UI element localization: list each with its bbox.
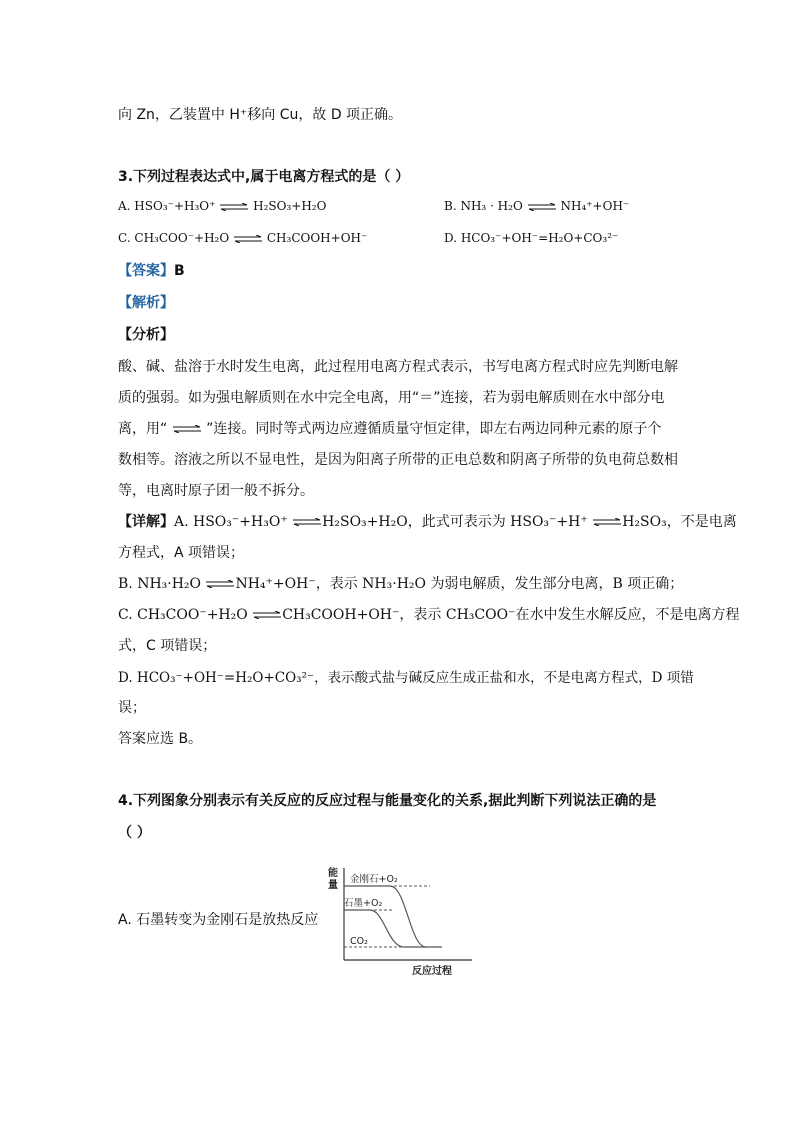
level-mid-label: 石墨+O₂ <box>344 898 383 909</box>
detail-c-part: C. CH₃COO⁻+H₂O <box>118 607 248 623</box>
option-b-left: B. NH₃ · H₂O <box>444 199 523 213</box>
detail-c-part: CH₃COOH+OH⁻，表示 CH₃COO⁻在水中发生水解反应，不是电离方程 <box>282 607 740 623</box>
option-a <box>118 199 326 213</box>
option-c-left: C. CH₃COO⁻+H₂O <box>118 231 230 245</box>
option-a-left: A. HSO₃⁻+H₃O⁺ <box>118 199 216 213</box>
detail-tag: 【详解】 <box>118 514 174 530</box>
equilibrium-arrow-icon <box>292 518 322 526</box>
equilibrium-arrow-icon <box>233 235 263 243</box>
detail-a-part: H₂SO₃+H₂O，此式可表示为 HSO₃⁻+H⁺ <box>322 514 588 530</box>
fenxi-line-part: ”连接。同时等式两边应遵循质量守恒定律，即左右两边同种元素的原子个 <box>206 421 662 437</box>
option-d: D. HCO₃⁻+OH⁻=H₂O+CO₃²⁻ <box>444 231 619 245</box>
answer-tag: 【答案】 <box>118 263 174 279</box>
conclusion: 答案应选 B。 <box>118 731 203 747</box>
energy-diagram <box>326 862 476 978</box>
x-axis-label: 反应过程 <box>412 966 452 977</box>
fenxi-line: 质的强弱。如为强电解质则在水中完全电离，用“＝”连接，若为弱电解质则在水中部分电 <box>118 390 665 406</box>
answer-line <box>118 260 185 280</box>
equilibrium-arrow-icon <box>592 518 622 526</box>
option-4a: A. 石墨转变为金刚石是放热反应 <box>118 912 319 928</box>
answer-value: B <box>174 263 185 279</box>
detail-b-line <box>118 573 683 593</box>
question-4-paren: （ ） <box>118 825 151 841</box>
option-c-right: CH₃COOH+OH⁻ <box>266 231 368 245</box>
option-b-right: NH₄⁺+OH⁻ <box>560 199 630 213</box>
detail-a-line <box>118 511 737 531</box>
fenxi-line <box>118 418 661 438</box>
fenxi-line: 数相等。溶液之所以不显电性，是因为阳离子所带的正电总数和阴离子所带的负电荷总数相 <box>118 452 678 468</box>
detail-d-line-2: 误； <box>118 700 146 716</box>
detail-b-part: NH₄⁺+OH⁻，表示 NH₃·H₂O 为弱电解质，发生部分电离，B 项正确； <box>235 576 684 592</box>
detail-c-line-2: 式，C 项错误； <box>118 638 217 654</box>
level-top-label: 金刚石+O₂ <box>350 874 398 885</box>
equilibrium-arrow-icon <box>252 611 282 619</box>
analysis-tag: 【解析】 <box>118 295 174 311</box>
detail-a-part: H₂SO₃，不是电离 <box>622 514 737 530</box>
top-line: 向 Zn，乙装置中 H⁺移向 Cu，故 D 项正确。 <box>118 107 403 123</box>
equilibrium-arrow-icon <box>205 580 235 588</box>
fenxi-line-part: 离，用“ <box>118 421 168 437</box>
y-axis-label: 能 量 <box>328 868 338 891</box>
detail-a-part: A. HSO₃⁻+H₃O⁺ <box>174 514 288 530</box>
detail-c-line <box>118 604 739 624</box>
fenxi-line: 酸、碱、盐溶于水时发生电离，此过程用电离方程式表示，书写电离方程式时应先判断电解 <box>118 359 678 375</box>
detail-b-part: B. NH₃·H₂O <box>118 576 202 592</box>
level-bottom-label: CO₂ <box>350 936 368 947</box>
fenxi-tag: 【分析】 <box>118 327 174 343</box>
equilibrium-arrow-icon <box>527 203 557 211</box>
option-a-right: H₂SO₃+H₂O <box>253 199 327 213</box>
option-b <box>444 199 629 213</box>
option-c <box>118 231 367 245</box>
fenxi-line: 等，电离时原子团一般不拆分。 <box>118 483 314 499</box>
question-4-stem: 4.下列图象分别表示有关反应的反应过程与能量变化的关系,据此判断下列说法正确的是 <box>118 793 657 809</box>
detail-a-line-2: 方程式，A 项错误； <box>118 545 245 561</box>
detail-d-line: D. HCO₃⁻+OH⁻=H₂O+CO₃²⁻，表示酸式盐与碱反应生成正盐和水，不是电离方程式，D 项错 <box>118 670 694 686</box>
equilibrium-arrow-icon <box>219 203 249 211</box>
question-3-stem: 3.下列过程表达式中,属于电离方程式的是（ ） <box>118 169 410 185</box>
equilibrium-arrow-icon <box>172 425 202 433</box>
